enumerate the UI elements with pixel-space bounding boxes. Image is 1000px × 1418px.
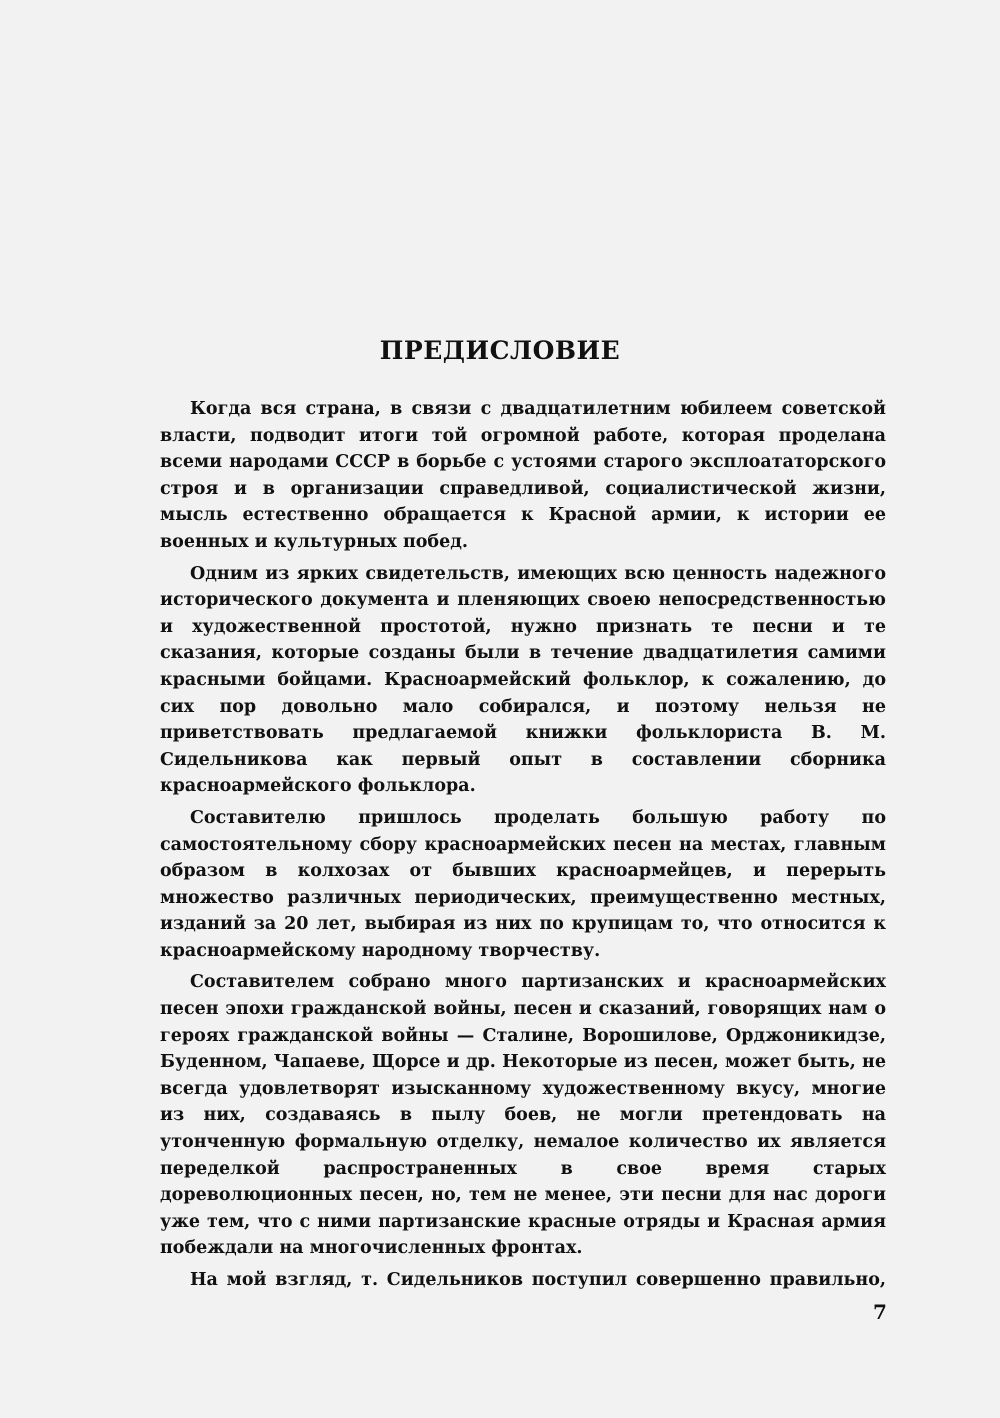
paragraph-1: Когда вся страна, в связи с двадцатилетним юбилеем советской власти, подводит итоги той огромной работе, которая проделана всеми народами СССР в борьбе с устоями старого эксплоататорского строя и в организации справедливой, социалистической жизни, мысль естественно обращается к Красной армии, к истории ее военных и культурных побед. — [160, 399, 886, 552]
paragraph-5: На мой взгляд, т. Сидельников поступил совершенно правильно, — [190, 1270, 886, 1290]
preface-text — [160, 396, 886, 1299]
paragraph-4: Составителем собрано много партизанских и красноармейских песен эпохи гражданской войны, песен и сказаний, говорящих нам о героях гражданской войны — Сталине, Ворошилове, Орджоникидзе, Буденном, Чапаеве, Щорсе и др. Некоторые из песен, может быть, не всегда удовлетворят изысканному художественному вкусу, многие из них, создаваясь в пылу боев, не могли претендовать на утонченную формальную отделку, немалое количество их является переделкой распространенных в свое время старых дореволюционных песен, но, тем не менее, эти песни для нас дороги уже тем, что с ними партизанские красные отряды и Красная армия побеждали на многочисленных фронтах. — [160, 972, 886, 1259]
page-number: 7 — [873, 1300, 887, 1324]
page-title: ПРЕДИСЛОВИЕ — [379, 336, 621, 365]
paragraph-2: Одним из ярких свидетельств, имеющих всю ценность надежного исторического документа и пленяющих своею непосредственностью и художественной простотой, нужно признать те песни и те сказания, которые созданы были в течение двадцатилетия самими красными бойцами. Красноармейский фольклор, к сожалению, до сих пор довольно мало собирался, и поэтому нельзя не приветствовать предлагаемой книжки фольклориста В. М. Сидельникова как первый опыт в составлении сборника красноармейского фольклора. — [160, 563, 886, 797]
paragraph-3: Составителю пришлось проделать большую работу по самостоятельному сбору красноармейских песен на местах, главным образом в колхозах от бывших красноармейцев, и перерыть множество различных периодических, преимущественно местных, изданий за 20 лет, выбирая из них по крупицам то, что относится к красноармейскому народному творчеству. — [160, 807, 886, 961]
